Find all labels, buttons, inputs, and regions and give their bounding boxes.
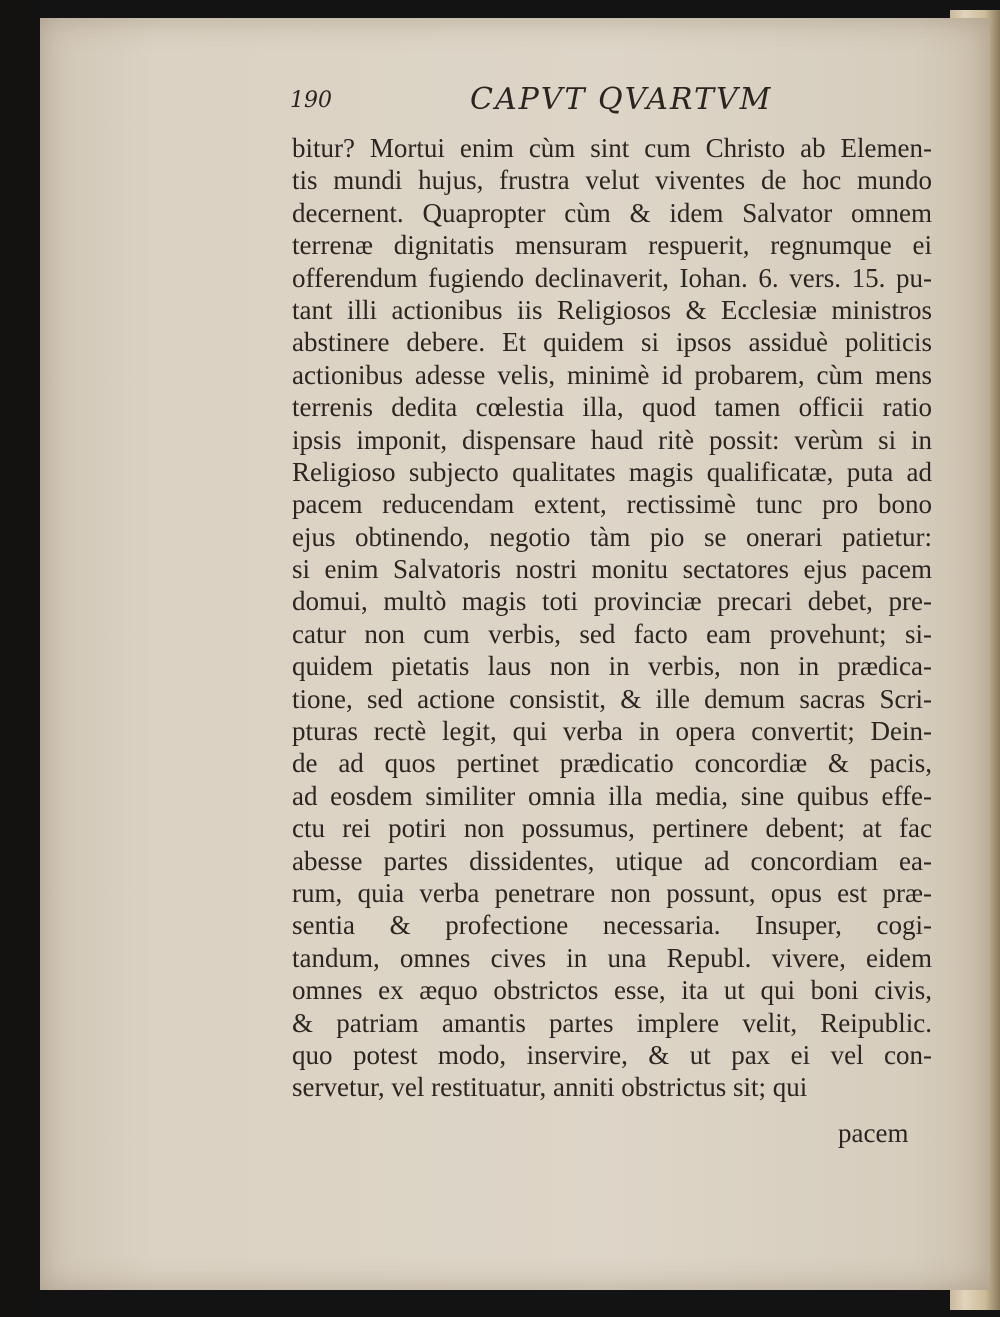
text-line: catur non cum verbis, sed facto eam provehunt; si-	[292, 618, 932, 649]
text-line: rum, quia verba penetrare non possunt, opus est præ-	[292, 877, 932, 908]
catchword: pacem	[838, 1118, 909, 1148]
text-line: tandum, omnes cives in una Republ. vivere, eidem	[292, 942, 932, 973]
text-line: Religioso subjecto qualitates magis qualificatæ, puta ad	[292, 456, 932, 487]
running-title: CAPVT QVARTVM	[470, 82, 773, 117]
text-line: ejus obtinendo, negotio tàm pio se onerari patietur:	[292, 521, 932, 552]
scan-left-border	[0, 0, 40, 1317]
text-line: bitur? Mortui enim cùm sint cum Christo ab Elemen-	[292, 133, 932, 163]
body-text	[292, 132, 932, 1104]
text-line: & patriam amantis partes implere velit, Reipublic.	[292, 1007, 932, 1038]
text-line: actionibus adesse velis, minimè id probarem, cùm mens	[292, 359, 932, 390]
text-line: decernent. Quapropter cùm & idem Salvator omnem	[292, 197, 932, 228]
text-line: abstinere debere. Et quidem si ipsos assiduè politicis	[292, 327, 932, 358]
text-line: de ad quos pertinet prædicatio concordiæ & pacis,	[292, 748, 932, 779]
text-line: si enim Salvatoris nostri monitu sectatores ejus pacem	[292, 554, 932, 585]
text-line: quo potest modo, inservire, & ut pax ei vel con-	[292, 1039, 932, 1070]
text-line: ctu rei potiri non possumus, pertinere debent; at fac	[292, 813, 932, 844]
text-line: abesse partes dissidentes, utique ad concordiam ea-	[292, 845, 932, 876]
text-line: pturas rectè legit, qui verba in opera convertit; Dein-	[292, 716, 932, 747]
text-line: omnes ex æquo obstrictos esse, ita ut qui boni civis,	[292, 975, 932, 1006]
text-line: offerendum fugiendo declinaverit, Iohan. 6. vers. 15. pu-	[292, 262, 932, 293]
text-line: ad eosdem similiter omnia illa media, sine quibus effe-	[292, 780, 932, 811]
text-line: terrenæ dignitatis mensuram respuerit, regnumque ei	[292, 230, 932, 261]
text-line: tant illi actionibus iis Religiosos & Ecclesiæ ministros	[292, 294, 932, 325]
text-line: tione, sed actione consistit, & ille demum sacras Scri-	[292, 683, 932, 714]
page-number: 190	[290, 88, 332, 113]
text-line: pacem reducendam extent, rectissimè tunc pro bono	[292, 489, 932, 520]
text-line: tis mundi hujus, frustra velut viventes de hoc mundo	[292, 165, 932, 196]
text-line: domui, multò magis toti provinciæ precari debet, pre-	[292, 586, 932, 617]
text-line: terrenis dedita cœlestia illa, quod tamen officii ratio	[292, 392, 932, 423]
text-line: servetur, vel restituatur, anniti obstrictus sit; qui	[292, 1072, 808, 1103]
text-line: quidem pietatis laus non in verbis, non in prædica-	[292, 651, 932, 682]
text-line: ipsis imponit, dispensare haud ritè possit: verùm si in	[292, 424, 932, 455]
text-line: sentia & profectione necessaria. Insuper, cogi-	[292, 910, 932, 941]
page-header	[250, 78, 810, 122]
